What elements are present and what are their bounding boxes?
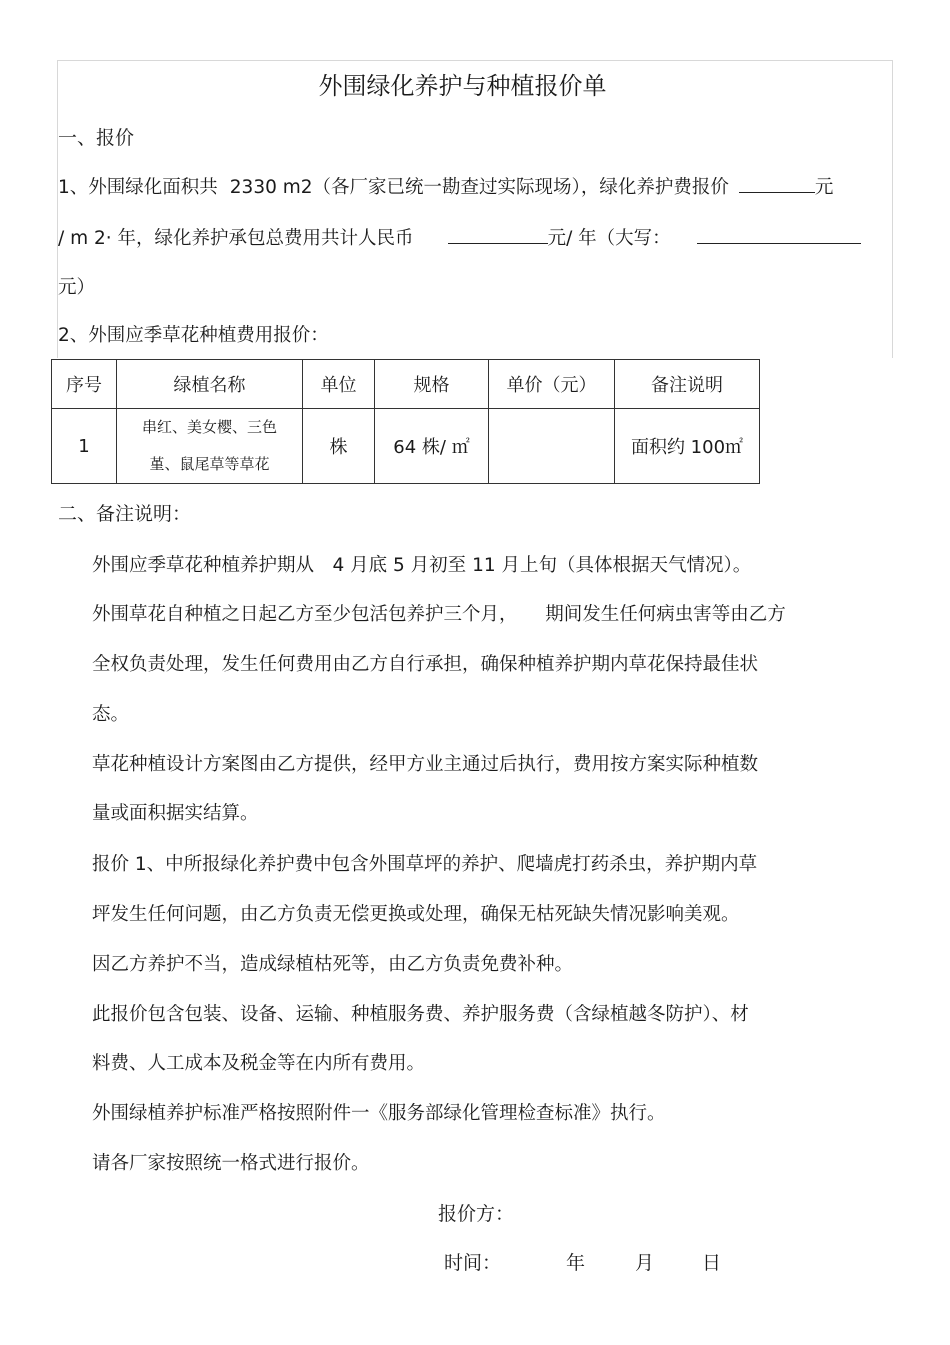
row-name-line1: 串红、美女樱、三色 xyxy=(141,418,277,436)
header-frame xyxy=(57,60,893,358)
day-label: 日 xyxy=(702,1252,722,1274)
page-title: 外围绿化养护与种植报价单 xyxy=(318,72,607,100)
quoter-label: 报价方： xyxy=(438,1203,515,1225)
note-line: 量或面积据实结算。 xyxy=(92,803,259,824)
time-label: 时间： xyxy=(444,1252,502,1274)
header-name: 绿植名称 xyxy=(117,360,303,409)
section2-heading: 二、备注说明： xyxy=(58,503,192,525)
total-price-blank[interactable] xyxy=(448,225,548,244)
capital-amount-blank[interactable] xyxy=(697,225,861,244)
note-line: 草花种植设计方案图由乙方提供，经甲方业主通过后执行，费用按方案实际种植数 xyxy=(92,754,759,775)
year-label: 年 xyxy=(566,1252,586,1274)
header-price: 单价（元） xyxy=(489,360,615,409)
header-no: 序号 xyxy=(52,360,117,409)
item1-text-a: （各厂家已统一勘查过实际现场） xyxy=(312,177,581,198)
item1-prefix: 1、外围绿化面积共 xyxy=(58,177,218,198)
note-line: 请各厂家按照统一格式进行报价。 xyxy=(92,1153,370,1174)
item1-line2 xyxy=(58,224,861,250)
row-price[interactable] xyxy=(489,409,615,484)
table-row xyxy=(52,409,760,484)
note-line: 全权负责处理，发生任何费用由乙方自行承担，确保种植养护期内草花保持最佳状 xyxy=(92,654,759,675)
note-line: 外围应季草花种植养护期从 4 月底 5 月初至 11 月上旬（具体根据天气情况）。 xyxy=(92,555,752,576)
header-remark: 备注说明 xyxy=(615,360,760,409)
table-header-row xyxy=(52,360,760,409)
month-label: 月 xyxy=(635,1252,655,1274)
header-unit: 单位 xyxy=(303,360,375,409)
price-table xyxy=(51,359,760,484)
note-line: 料费、人工成本及税金等在内所有费用。 xyxy=(92,1053,426,1074)
row-unit: 株 xyxy=(303,409,375,484)
note-line: 坪发生任何问题，由乙方负责无偿更换或处理，确保无枯死缺失情况影响美观。 xyxy=(92,904,740,925)
item1-unit-b: / m 2· 年，绿化养护承包总费用共计人民币 xyxy=(58,228,414,249)
row-remark: 面积约 100㎡ xyxy=(615,409,760,484)
item1-line1 xyxy=(58,173,833,199)
note-line: 外围绿植养护标准严格按照附件一《服务部绿化管理检查标准》执行。 xyxy=(92,1103,666,1124)
note-line: 报价 1、中所报绿化养护费中包含外围草坪的养护、爬墙虎打药杀虫，养护期内草 xyxy=(92,854,758,875)
item1-text-b: ，绿化养护费报价 xyxy=(580,177,729,198)
note-line: 态。 xyxy=(92,704,130,725)
section1-heading: 一、报价 xyxy=(58,127,135,149)
header-spec: 规格 xyxy=(375,360,489,409)
note-line: 此报价包含包装、设备、运输、种植服务费、养护服务费（含绿植越冬防护）、材 xyxy=(92,1004,749,1025)
item1-unit-c: 元/ 年（大写： xyxy=(547,228,671,249)
area-value: 2330 m2 xyxy=(229,177,313,198)
unit-yuan: 元 xyxy=(814,177,834,198)
item1-unit-d: 元） xyxy=(58,277,96,298)
maintenance-price-blank[interactable] xyxy=(739,174,815,193)
row-name-line2: 堇、鼠尾草等草花 xyxy=(149,455,270,473)
row-spec: 64 株/ ㎡ xyxy=(375,409,489,484)
note-line: 外围草花自种植之日起乙方至少包活包养护三个月， 期间发生任何病虫害等由乙方 xyxy=(92,604,786,625)
note-line: 因乙方养护不当，造成绿植枯死等，由乙方负责免费补种。 xyxy=(92,954,574,975)
row-name xyxy=(117,409,303,484)
item2-text: 2、外围应季草花种植费用报价： xyxy=(58,325,329,346)
row-no: 1 xyxy=(52,409,117,484)
